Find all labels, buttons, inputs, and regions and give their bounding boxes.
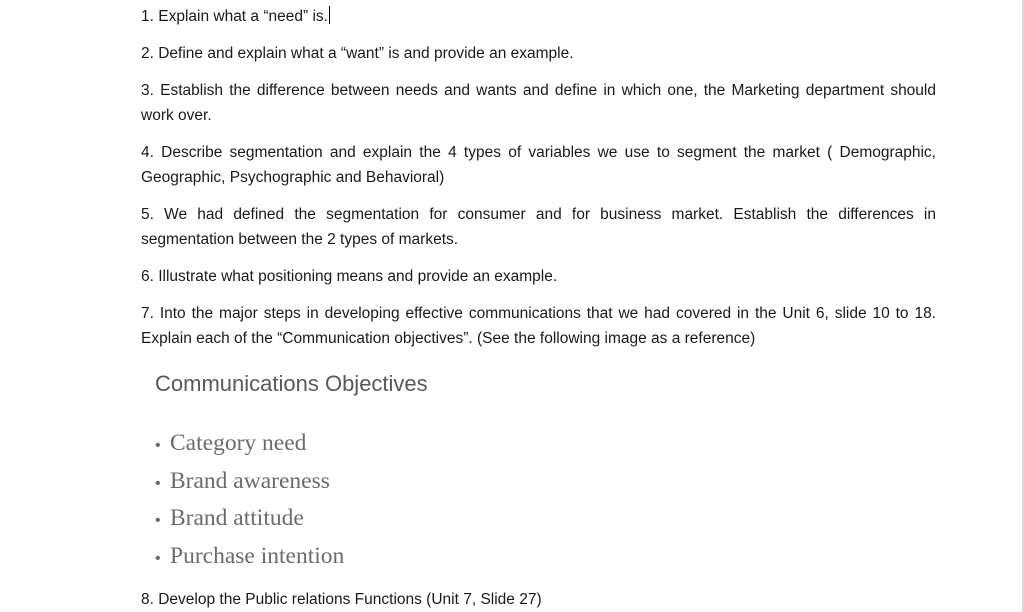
bullet-icon: • <box>155 549 161 567</box>
document-body <box>141 4 936 351</box>
question-6[interactable]: 6. Illustrate what positioning means and provide an example. <box>141 268 558 285</box>
objective-item <box>155 539 344 577</box>
objective-label: Category need <box>170 430 307 456</box>
question-8[interactable]: 8. Develop the Public relations Functions (Unit 7, Slide 27) <box>141 591 542 608</box>
objective-label: Brand attitude <box>170 505 304 531</box>
question-1[interactable] <box>141 4 936 29</box>
objective-label: Brand awareness <box>170 467 330 494</box>
question-2[interactable]: 2. Define and explain what a “want” is and provide an example. <box>141 45 574 62</box>
question-7[interactable]: 7. Into the major steps in developing effective communications that we had covered in the Unit 6, slide 10 to 18. Explain each of the “Communication objectives”. (See the following image as a reference) <box>141 305 936 347</box>
bullet-icon: • <box>155 512 161 529</box>
objective-item <box>155 501 344 539</box>
question-3[interactable]: 3. Establish the difference between needs and wants and define in which one, the Marketing department should work over. <box>141 82 936 124</box>
question-5[interactable]: 5. We had defined the segmentation for consumer and for business market. Establish the differences in segmentation between the 2 types of markets. <box>141 206 936 248</box>
bullet-icon: • <box>155 474 161 492</box>
image-title: Communications Objectives <box>155 371 428 396</box>
question-4[interactable]: 4. Describe segmentation and explain the 4 types of variables we use to segment the market ( Demographic, Geographic, Psychographic and Behavioral) <box>141 144 936 186</box>
objective-item <box>155 464 344 502</box>
question-1-text: 1. Explain what a “need” is. <box>141 8 328 25</box>
text-cursor <box>329 6 330 24</box>
bullet-icon: • <box>155 437 161 454</box>
objective-item <box>155 426 344 464</box>
objectives-list <box>155 426 344 576</box>
communication-objectives-image[interactable] <box>147 364 487 569</box>
objective-label: Purchase intention <box>170 542 345 569</box>
